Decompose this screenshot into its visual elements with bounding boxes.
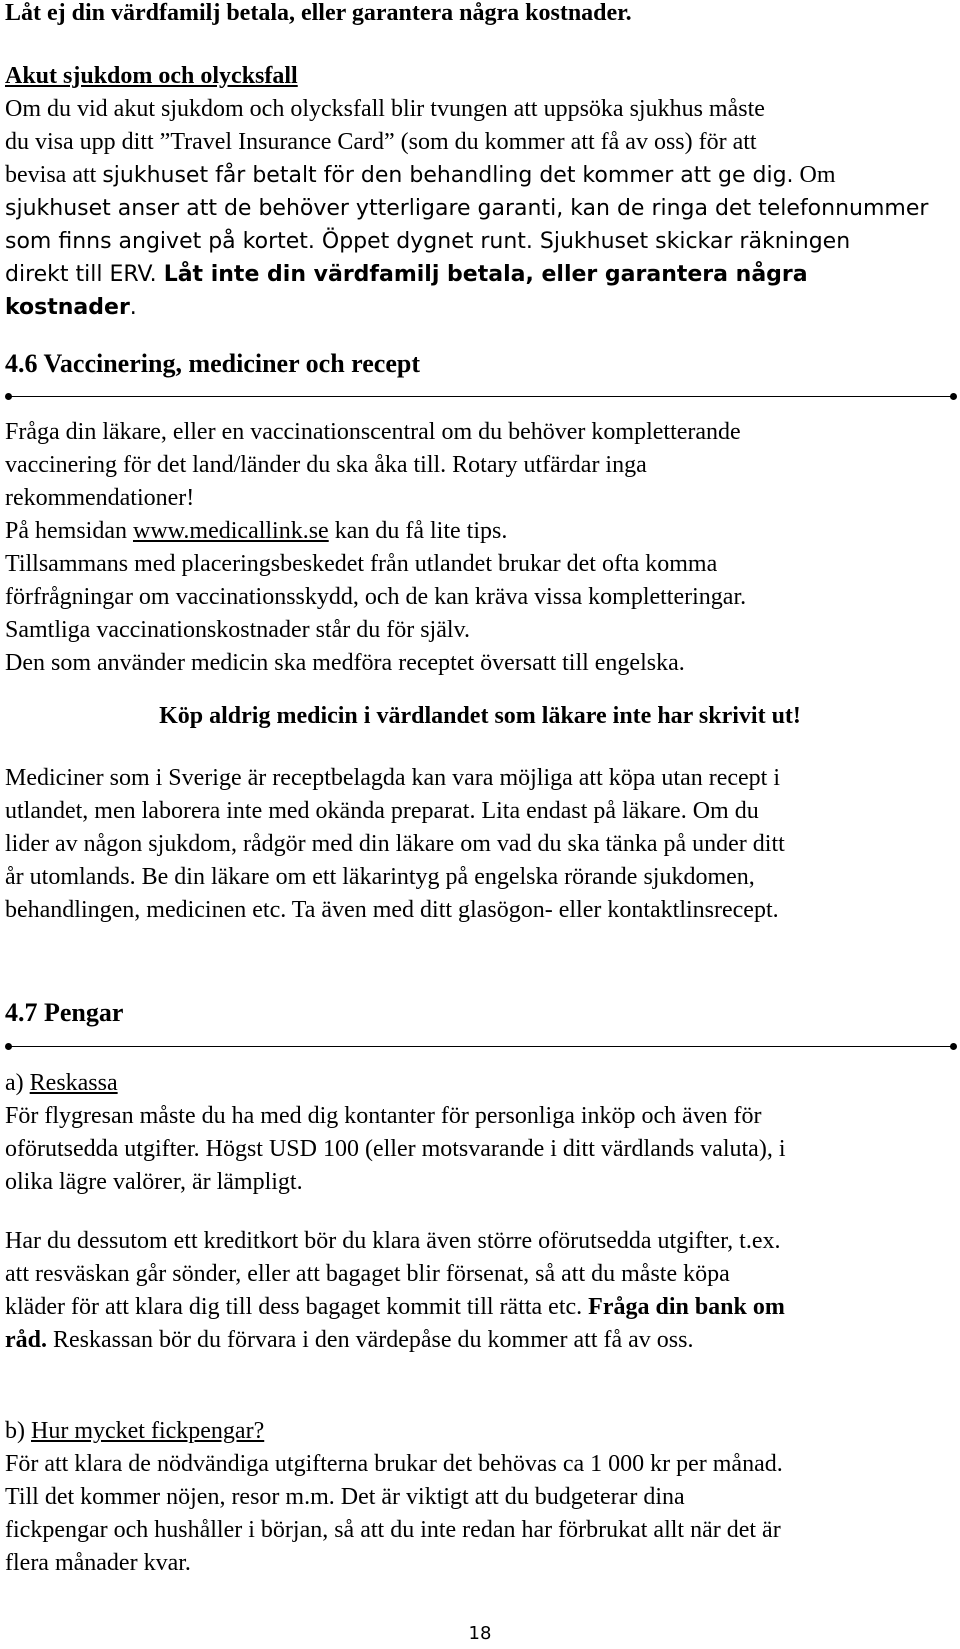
acute-line-3b: sjukhuset får betalt för den behandling det kommer att ge dig. — [102, 163, 794, 188]
part-a-title: Reskassa — [29, 1070, 118, 1096]
s46-p2-line-3: lider av någon sjukdom, rådgör med din läkare om vad du ska tänka på under ditt — [5, 831, 785, 857]
acute-line-1: Om du vid akut sjukdom och olycksfall blir tvungen att uppsöka sjukhus måste — [5, 96, 765, 122]
acute-line-5: som finns angivet på kortet. Öppet dygnet runt. Sjukhuset skickar räkningen — [5, 229, 851, 254]
part-a-line-3: olika lägre valörer, är lämpligt. — [5, 1169, 303, 1195]
section-4-7-divider — [5, 1040, 957, 1054]
part-b-line-2: Till det kommer nöjen, resor m.m. Det är viktigt att du budgeterar dina — [5, 1484, 685, 1510]
divider-dot-right — [950, 393, 957, 400]
part-a-line-6b: Fråga din bank om — [588, 1294, 785, 1320]
section-4-6-heading: 4.6 Vaccinering, mediciner och recept — [5, 349, 420, 378]
s46-p1-line-6: förfrågningar om vaccinationsskydd, och de kan kräva vissa kompletteringar. — [5, 584, 747, 610]
part-a-line-5: att resväskan går sönder, eller att bagaget blir försenat, så att du måste köpa — [5, 1261, 730, 1287]
divider-dot-right — [950, 1043, 957, 1050]
divider-line — [9, 396, 953, 397]
s46-p1-line-4a: På hemsidan — [5, 518, 133, 544]
acute-line-3 — [5, 159, 928, 192]
s46-p1-line-1: Fråga din läkare, eller en vaccinationscentral om du behöver kompletterande — [5, 419, 741, 445]
part-b-title-line — [5, 1415, 783, 1448]
acute-line-2: du visa upp ditt ”Travel Insurance Card” (som du kommer att få av oss) för att — [5, 129, 757, 155]
acute-illness-block — [5, 60, 928, 324]
acute-line-3a: bevisa att — [5, 162, 103, 188]
acute-line-3c: Om — [793, 162, 836, 188]
s46-p1-line-4 — [5, 515, 746, 548]
divider-line — [9, 1046, 953, 1047]
part-a-line-1: För flygresan måste du ha med dig kontanter för personliga inköp och även för — [5, 1103, 762, 1129]
acute-line-6a: direkt till ERV. — [5, 262, 164, 287]
top-warning-line: Låt ej din värdfamilj betala, eller garantera några kostnader. — [5, 0, 632, 26]
part-b-line-4: flera månader kvar. — [5, 1550, 191, 1576]
s46-p2-line-4: år utomlands. Be din läkare om ett läkarintyg på engelska rörande sjukdomen, — [5, 864, 755, 890]
medicine-warning: Köp aldrig medicin i värdlandet som läkare inte har skrivit ut! — [159, 703, 801, 729]
acute-illness-title: Akut sjukdom och olycksfall — [5, 63, 298, 89]
part-a-line-6 — [5, 1291, 785, 1324]
acute-line-7a: kostnader — [5, 295, 130, 320]
section-4-7-part-a — [5, 1067, 786, 1199]
acute-line-6b: Låt inte din värdfamilj betala, eller garantera några — [163, 262, 808, 287]
s46-p1-line-8: Den som använder medicin ska medföra receptet översatt till engelska. — [5, 650, 685, 676]
part-b-line-3: fickpengar och hushåller i början, så att du inte redan har förbrukat allt när det är — [5, 1517, 781, 1543]
section-4-6-paragraph-1 — [5, 416, 746, 680]
s46-p1-line-2: vaccinering för det land/länder du ska åka till. Rotary utfärdar inga — [5, 452, 647, 478]
s46-p1-line-7: Samtliga vaccinationskostnader står du för själv. — [5, 617, 470, 643]
medicallink-link[interactable]: www.medicallink.se — [132, 518, 329, 544]
section-4-6-paragraph-2 — [5, 762, 785, 927]
s46-p1-line-5: Tillsammans med placeringsbeskedet från utlandet brukar det ofta komma — [5, 551, 718, 577]
s46-p1-line-4b: kan du få lite tips. — [328, 518, 508, 544]
acute-line-6 — [5, 258, 928, 291]
s46-p2-line-2: utlandet, men laborera inte med okända preparat. Lita endast på läkare. Om du — [5, 798, 759, 824]
acute-line-4: sjukhuset anser att de behöver ytterligare garanti, kan de ringa det telefonnummer — [5, 196, 929, 221]
part-a-line-7a: råd. — [5, 1327, 47, 1353]
section-4-7-heading: 4.7 Pengar — [5, 998, 124, 1027]
part-b-line-1: För att klara de nödvändiga utgifterna brukar det behövas ca 1 000 kr per månad. — [5, 1451, 783, 1477]
acute-line-7b: . — [129, 295, 137, 320]
part-a-line-6a: kläder för att klara dig till dess bagaget kommit till rätta etc. — [5, 1294, 589, 1320]
s46-p2-line-1: Mediciner som i Sverige är receptbelagda kan vara möjliga att köpa utan recept i — [5, 765, 781, 791]
part-a-title-line — [5, 1067, 786, 1100]
section-4-7-part-a-credit — [5, 1225, 785, 1357]
part-a-prefix: a) — [5, 1070, 30, 1096]
part-a-line-4: Har du dessutom ett kreditkort bör du klara även större oförutsedda utgifter, t.ex. — [5, 1228, 781, 1254]
part-b-prefix: b) — [5, 1418, 31, 1444]
part-a-line-7 — [5, 1324, 785, 1357]
part-a-line-2: oförutsedda utgifter. Högst USD 100 (eller motsvarande i ditt värdlands valuta), i — [5, 1136, 786, 1162]
s46-p1-line-3: rekommendationer! — [5, 485, 195, 511]
section-4-7-part-b — [5, 1415, 783, 1580]
part-a-line-7b: Reskassan bör du förvara i den värdepåse du kommer att få av oss. — [47, 1327, 694, 1353]
part-b-title: Hur mycket fickpengar? — [31, 1418, 265, 1444]
acute-line-7 — [5, 291, 928, 324]
section-4-6-divider — [5, 390, 957, 404]
s46-p2-line-5: behandlingen, medicinen etc. Ta även med ditt glasögon- eller kontaktlinsrecept. — [5, 897, 779, 923]
page-number: 18 — [468, 1623, 492, 1644]
